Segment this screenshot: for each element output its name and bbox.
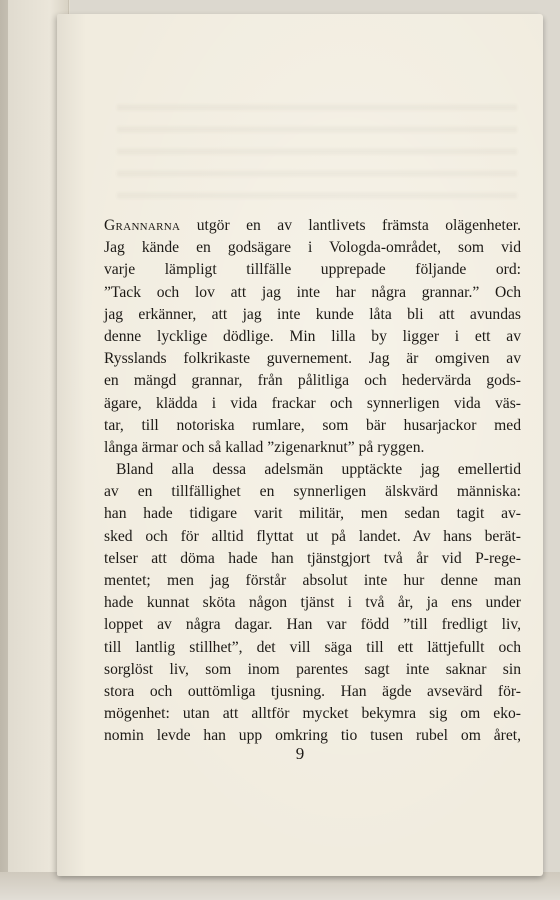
text-line bbox=[104, 348, 521, 370]
text-line-content: mögenhet: utan att alltför mycket bekymra sig om eko- bbox=[104, 705, 521, 723]
text-line-content: en mängd grannar, från pålitliga och hedervärda gods- bbox=[104, 372, 521, 390]
text-line bbox=[104, 259, 521, 281]
text-line-content: mentet; men jag förstår absolut inte hur denne man bbox=[104, 572, 521, 589]
text-line bbox=[104, 503, 521, 525]
text-line bbox=[104, 592, 521, 614]
text-line-content: hade kunnat sköta någon tjänst i två år, ja ens under bbox=[104, 594, 521, 612]
text-line bbox=[104, 393, 521, 415]
text-line-content: utgör en av lantlivets främsta olägenheter. bbox=[180, 217, 521, 234]
text-line bbox=[104, 237, 521, 259]
text-line-content: tar, till notoriska rumlare, som bär husarjackor med bbox=[104, 416, 521, 434]
small-caps-opening: Grannarna bbox=[104, 217, 181, 234]
text-line bbox=[104, 215, 521, 237]
text-line bbox=[104, 326, 521, 348]
text-line-content: jag erkänner, att jag inte kunde låta bli att avundas bbox=[104, 305, 521, 323]
text-line-content: ägare, klädda i vida frackar och synnerligen vida väs- bbox=[104, 394, 521, 412]
text-line-content: till lantlig stillhet”, det vill säga till ett lättjefullt och bbox=[104, 638, 521, 656]
text-line-content: Bland alla dessa adelsmän upptäckte jag emellertid bbox=[116, 461, 521, 479]
text-line bbox=[104, 703, 521, 725]
body-text bbox=[104, 215, 521, 748]
text-line bbox=[104, 659, 521, 681]
text-line-content: telser att döma hade han tjänstgjort två år vid P-rege- bbox=[104, 549, 521, 567]
text-line bbox=[104, 614, 521, 636]
text-line-content: sorglöst liv, som inom parentes sagt inte saknar sin bbox=[104, 660, 521, 678]
text-line bbox=[104, 637, 521, 659]
text-line bbox=[104, 548, 521, 570]
text-line-content: varje lämpligt tillfälle upprepade följande ord: bbox=[104, 261, 521, 279]
text-line-content: nomin levde han upp omkring tio tusen rubel om året, bbox=[104, 727, 521, 745]
show-through-text bbox=[117, 92, 517, 212]
text-line-content: loppet av några dagar. Han var född ”till fredligt liv, bbox=[104, 616, 521, 634]
text-line-content: Jag kände en godsägare i Vologda-området, som vid bbox=[104, 239, 521, 257]
text-line-content: han hade tidigare varit militär, men sedan tagit av- bbox=[104, 505, 521, 523]
text-line bbox=[104, 681, 521, 703]
text-line bbox=[104, 437, 521, 459]
text-line-content: Rysslands folkrikaste guvernement. Jag är omgiven av bbox=[104, 350, 521, 368]
text-line bbox=[104, 481, 521, 503]
book-page bbox=[57, 14, 543, 876]
text-line-content: av en tillfällighet en synnerligen älskvärd människa: bbox=[104, 483, 521, 501]
text-line bbox=[104, 526, 521, 548]
background-bottom bbox=[0, 872, 560, 900]
text-line-content: denne lycklige dödlige. Min lilla by ligger i ett av bbox=[104, 327, 521, 345]
text-line bbox=[104, 570, 521, 592]
text-line bbox=[104, 282, 521, 304]
text-line-content: långa ärmar och så kallad ”zigenarknut” på ryggen. bbox=[104, 438, 425, 456]
page-number: 9 bbox=[295, 744, 305, 763]
text-line bbox=[104, 370, 521, 392]
text-line bbox=[104, 415, 521, 437]
text-line-content: sked och för alltid flyttat ut på landet. Av hans berät- bbox=[104, 527, 521, 545]
text-line-content: ”Tack och lov att jag inte har några grannar.” Och bbox=[104, 283, 521, 301]
text-line bbox=[104, 304, 521, 326]
text-line-content: stora och outtömliga tjusning. Han ägde avsevärd för- bbox=[104, 682, 521, 700]
text-line bbox=[104, 459, 521, 481]
